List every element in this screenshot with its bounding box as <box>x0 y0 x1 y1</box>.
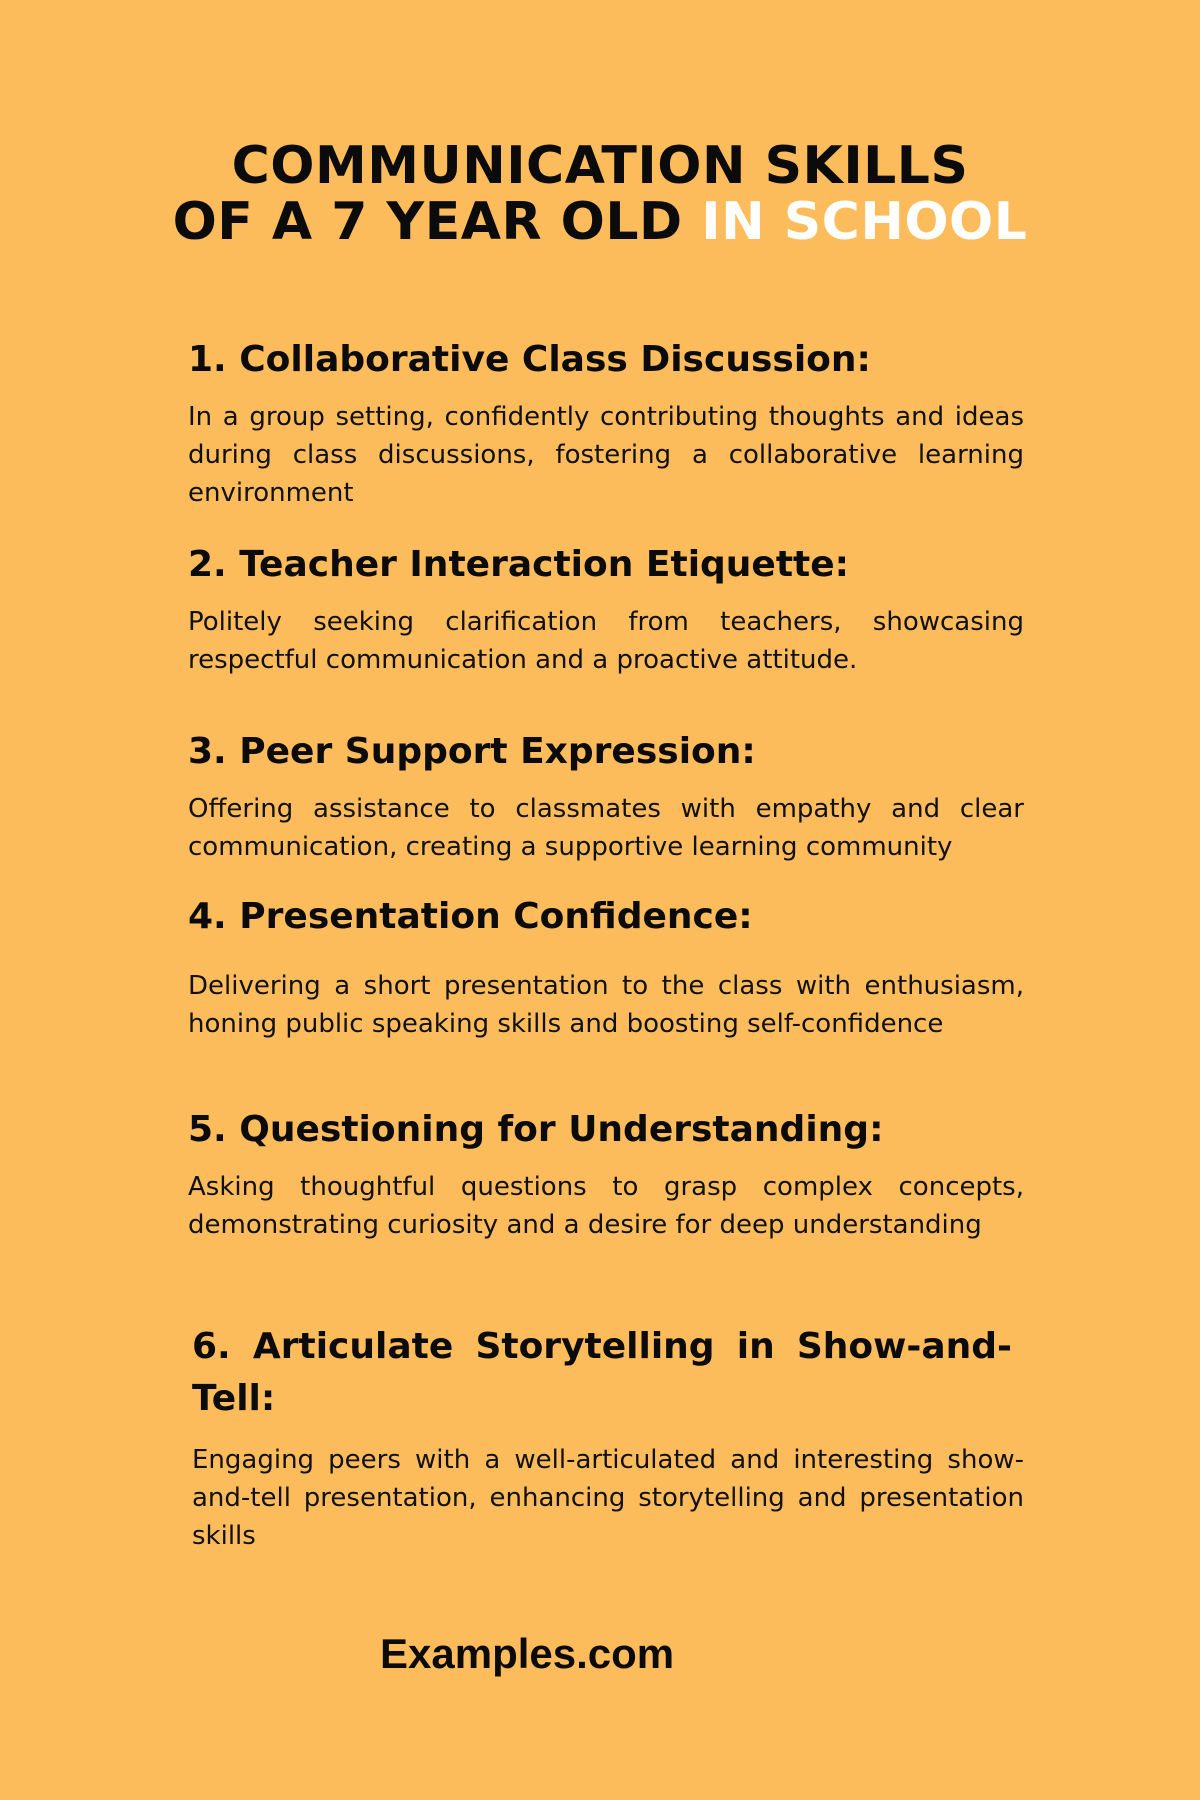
skill-description: Offering assistance to classmates with empathy and clear communication, creating a supportive learning community <box>188 794 1024 862</box>
skill-item-2 <box>188 539 1024 679</box>
skill-heading: 6. Articulate Storytelling in Show-and-Tell: <box>192 1326 1012 1419</box>
skill-heading: 5. Questioning for Understanding: <box>188 1109 884 1150</box>
skill-item-3 <box>188 726 1024 866</box>
skill-item-6 <box>192 1321 1024 1555</box>
skill-description: Asking thoughtful questions to grasp complex concepts, demonstrating curiosity and a desire for deep understanding <box>188 1172 1024 1240</box>
skill-item-4 <box>188 891 1024 1043</box>
footer-brand: Examples.com <box>380 1630 675 1677</box>
skill-item-1 <box>188 334 1024 512</box>
title-line-2: OF A 7 YEAR OLD <box>172 192 683 252</box>
skill-description: Engaging peers with a well-articulated and interesting show-and-tell presentation, enhancing storytelling and presentation skills <box>192 1445 1024 1551</box>
page-title <box>0 138 1200 250</box>
skill-heading: 4. Presentation Confidence: <box>188 896 753 937</box>
skill-description: In a group setting, confidently contributing thoughts and ideas during class discussions, fostering a collaborative learning environment <box>188 402 1024 508</box>
skill-description: Politely seeking clarification from teachers, showcasing respectful communication and a proactive attitude. <box>188 607 1024 675</box>
skill-item-5 <box>188 1104 1024 1244</box>
title-highlight: IN SCHOOL <box>701 192 1028 252</box>
skill-heading: 3. Peer Support Expression: <box>188 731 756 772</box>
skill-description: Delivering a short presentation to the class with enthusiasm, honing public speaking skills and boosting self-confidence <box>188 971 1024 1039</box>
skill-heading: 2. Teacher Interaction Etiquette: <box>188 544 850 585</box>
skill-heading: 1. Collaborative Class Discussion: <box>188 339 871 380</box>
title-line-1: COMMUNICATION SKILLS <box>231 136 969 196</box>
